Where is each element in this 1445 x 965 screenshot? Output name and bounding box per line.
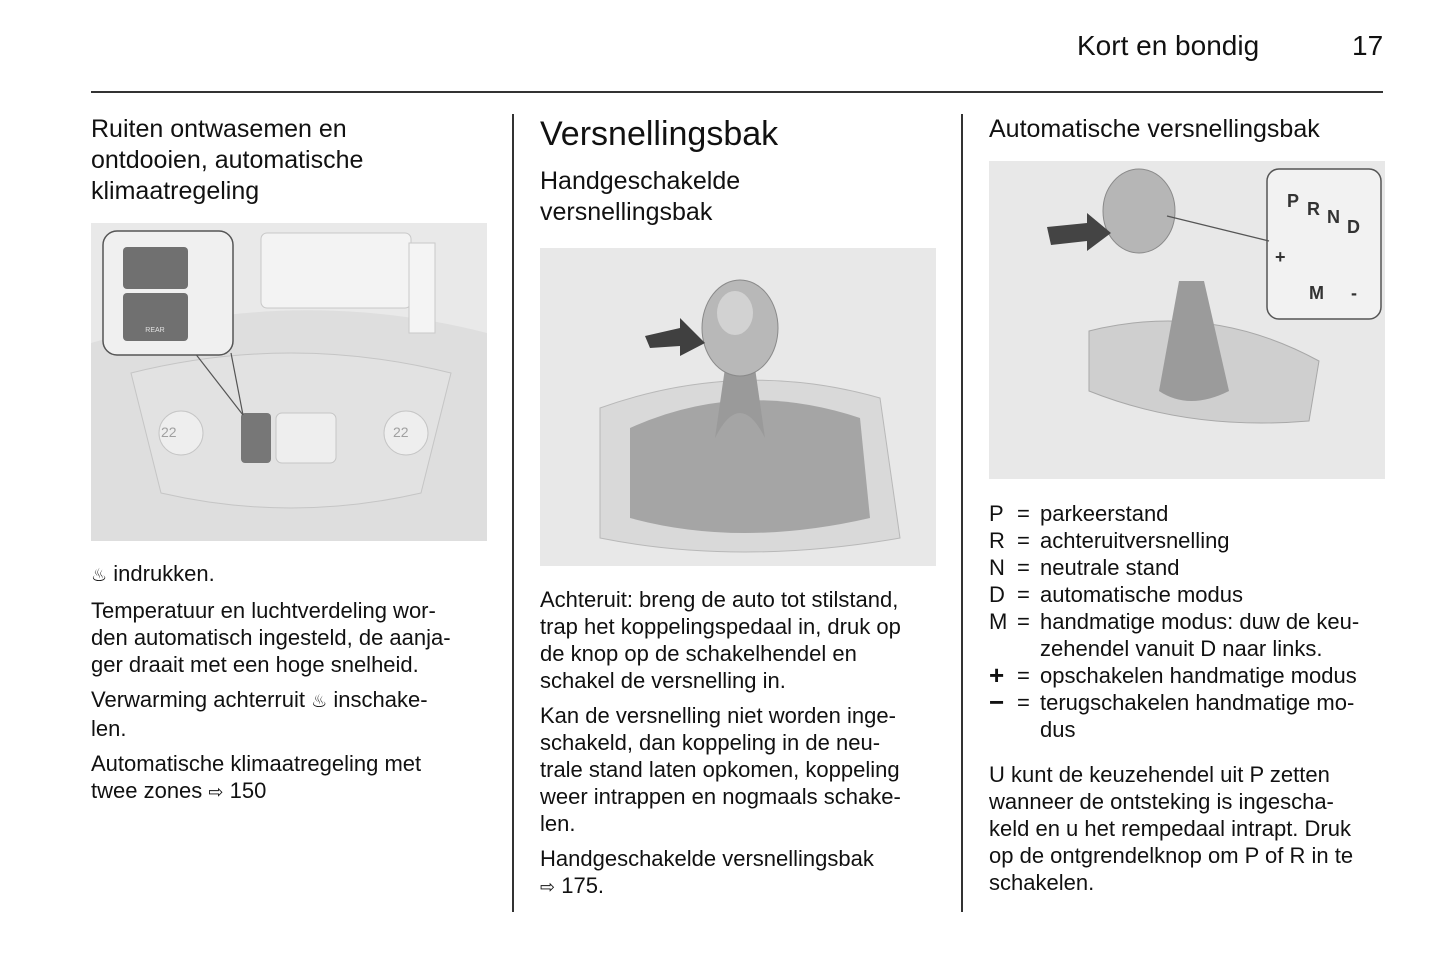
subsection-manual-gearbox: Handgeschakelde versnellingsbak (540, 167, 741, 226)
manual-gearshift-illustration (540, 248, 936, 566)
legend-row-p: P = parkeerstand (989, 501, 1169, 526)
automatic-legend (989, 500, 1385, 896)
legend-row-r: R = achteruitversnelling (989, 528, 1230, 553)
gearbox-para-2: Kan de versnelling niet worden inge- schakeld, dan koppeling in de neu- trale stand laten opkomen, koppeling weer intrappen en nogmaals schake- len. (540, 703, 901, 836)
section-title-gearbox: Versnellingsbak (540, 115, 779, 153)
defrost-press-text: indrukken. (113, 561, 215, 586)
page-reference-150[interactable]: 150 (229, 778, 267, 803)
gate-letter-n: N (1327, 207, 1340, 227)
legend-row-n: N = neutrale stand (989, 555, 1180, 580)
section-heading-defrost: Ruiten ontwasemen en ontdooien, automatische klimaatregeling (91, 115, 364, 205)
rear-label: REAR (145, 327, 165, 334)
header-divider (91, 91, 1383, 93)
column-gearbox (540, 114, 938, 228)
automatic-selector-illustration (989, 161, 1385, 479)
automatic-para: U kunt de keuzehendel uit P zetten wanneer de ontsteking is ingescha- keld en u het rempedaal intrapt. Druk op de ontgrendelknop om P of R in te schakelen. (989, 762, 1354, 895)
section-heading-automatic: Automatische versnellingsbak (989, 115, 1320, 143)
defrost-para-1: Temperatuur en luchtverdeling wor- den automatisch ingesteld, de aanja- ger draait met een hoge snelheid. (91, 598, 451, 677)
column-defrost (91, 114, 489, 207)
legend-row-minus: − = terugschakelen handmatige mo- dus (989, 687, 1355, 742)
defrost-text (91, 560, 489, 806)
gate-letter-r: R (1307, 199, 1320, 219)
temp-left-label: 22 (161, 424, 177, 440)
gearbox-para-1: Achteruit: breng de auto tot stilstand, trap het koppelingspedaal in, druk op de knop op de schakelhendel en schakel de versnelling in. (540, 587, 901, 693)
column-divider-1 (512, 114, 514, 912)
gearbox-text (540, 586, 938, 901)
rear-window-heating-icon: ♨ (311, 691, 328, 712)
gate-letter-minus: - (1351, 283, 1357, 303)
defrost-para-3: Automatische klimaatregeling met twee zones ⇨ 150 (91, 750, 489, 806)
column-automatic (989, 114, 1385, 145)
temp-right-label: 22 (393, 424, 409, 440)
climate-control-illustration (91, 223, 487, 541)
defrost-para-2: Verwarming achterruit ♨ inschake- len. (91, 687, 428, 741)
legend-row-plus: + = opschakelen handmatige modus (989, 660, 1357, 690)
page-reference-arrow-icon: ⇨ (540, 877, 556, 898)
page-reference-175[interactable]: 175. (561, 873, 605, 898)
page-number: 17 (1352, 30, 1384, 61)
gate-letter-d: D (1347, 217, 1360, 237)
column-divider-2 (961, 114, 963, 912)
gate-letter-m: M (1309, 283, 1324, 303)
page-header-title: Kort en bondig (1077, 30, 1260, 61)
gearbox-para-3: Handgeschakelde versnellingsbak ⇨ 175. (540, 845, 938, 901)
legend-row-m: M = handmatige modus: duw de keu- zehendel vanuit D naar links. (989, 609, 1360, 661)
windscreen-defrost-icon: ♨ (91, 565, 108, 586)
legend-row-d: D = automatische modus (989, 582, 1243, 607)
gate-letter-plus: + (1275, 247, 1286, 267)
page-reference-arrow-icon: ⇨ (208, 782, 224, 803)
gate-letter-p: P (1287, 191, 1300, 211)
